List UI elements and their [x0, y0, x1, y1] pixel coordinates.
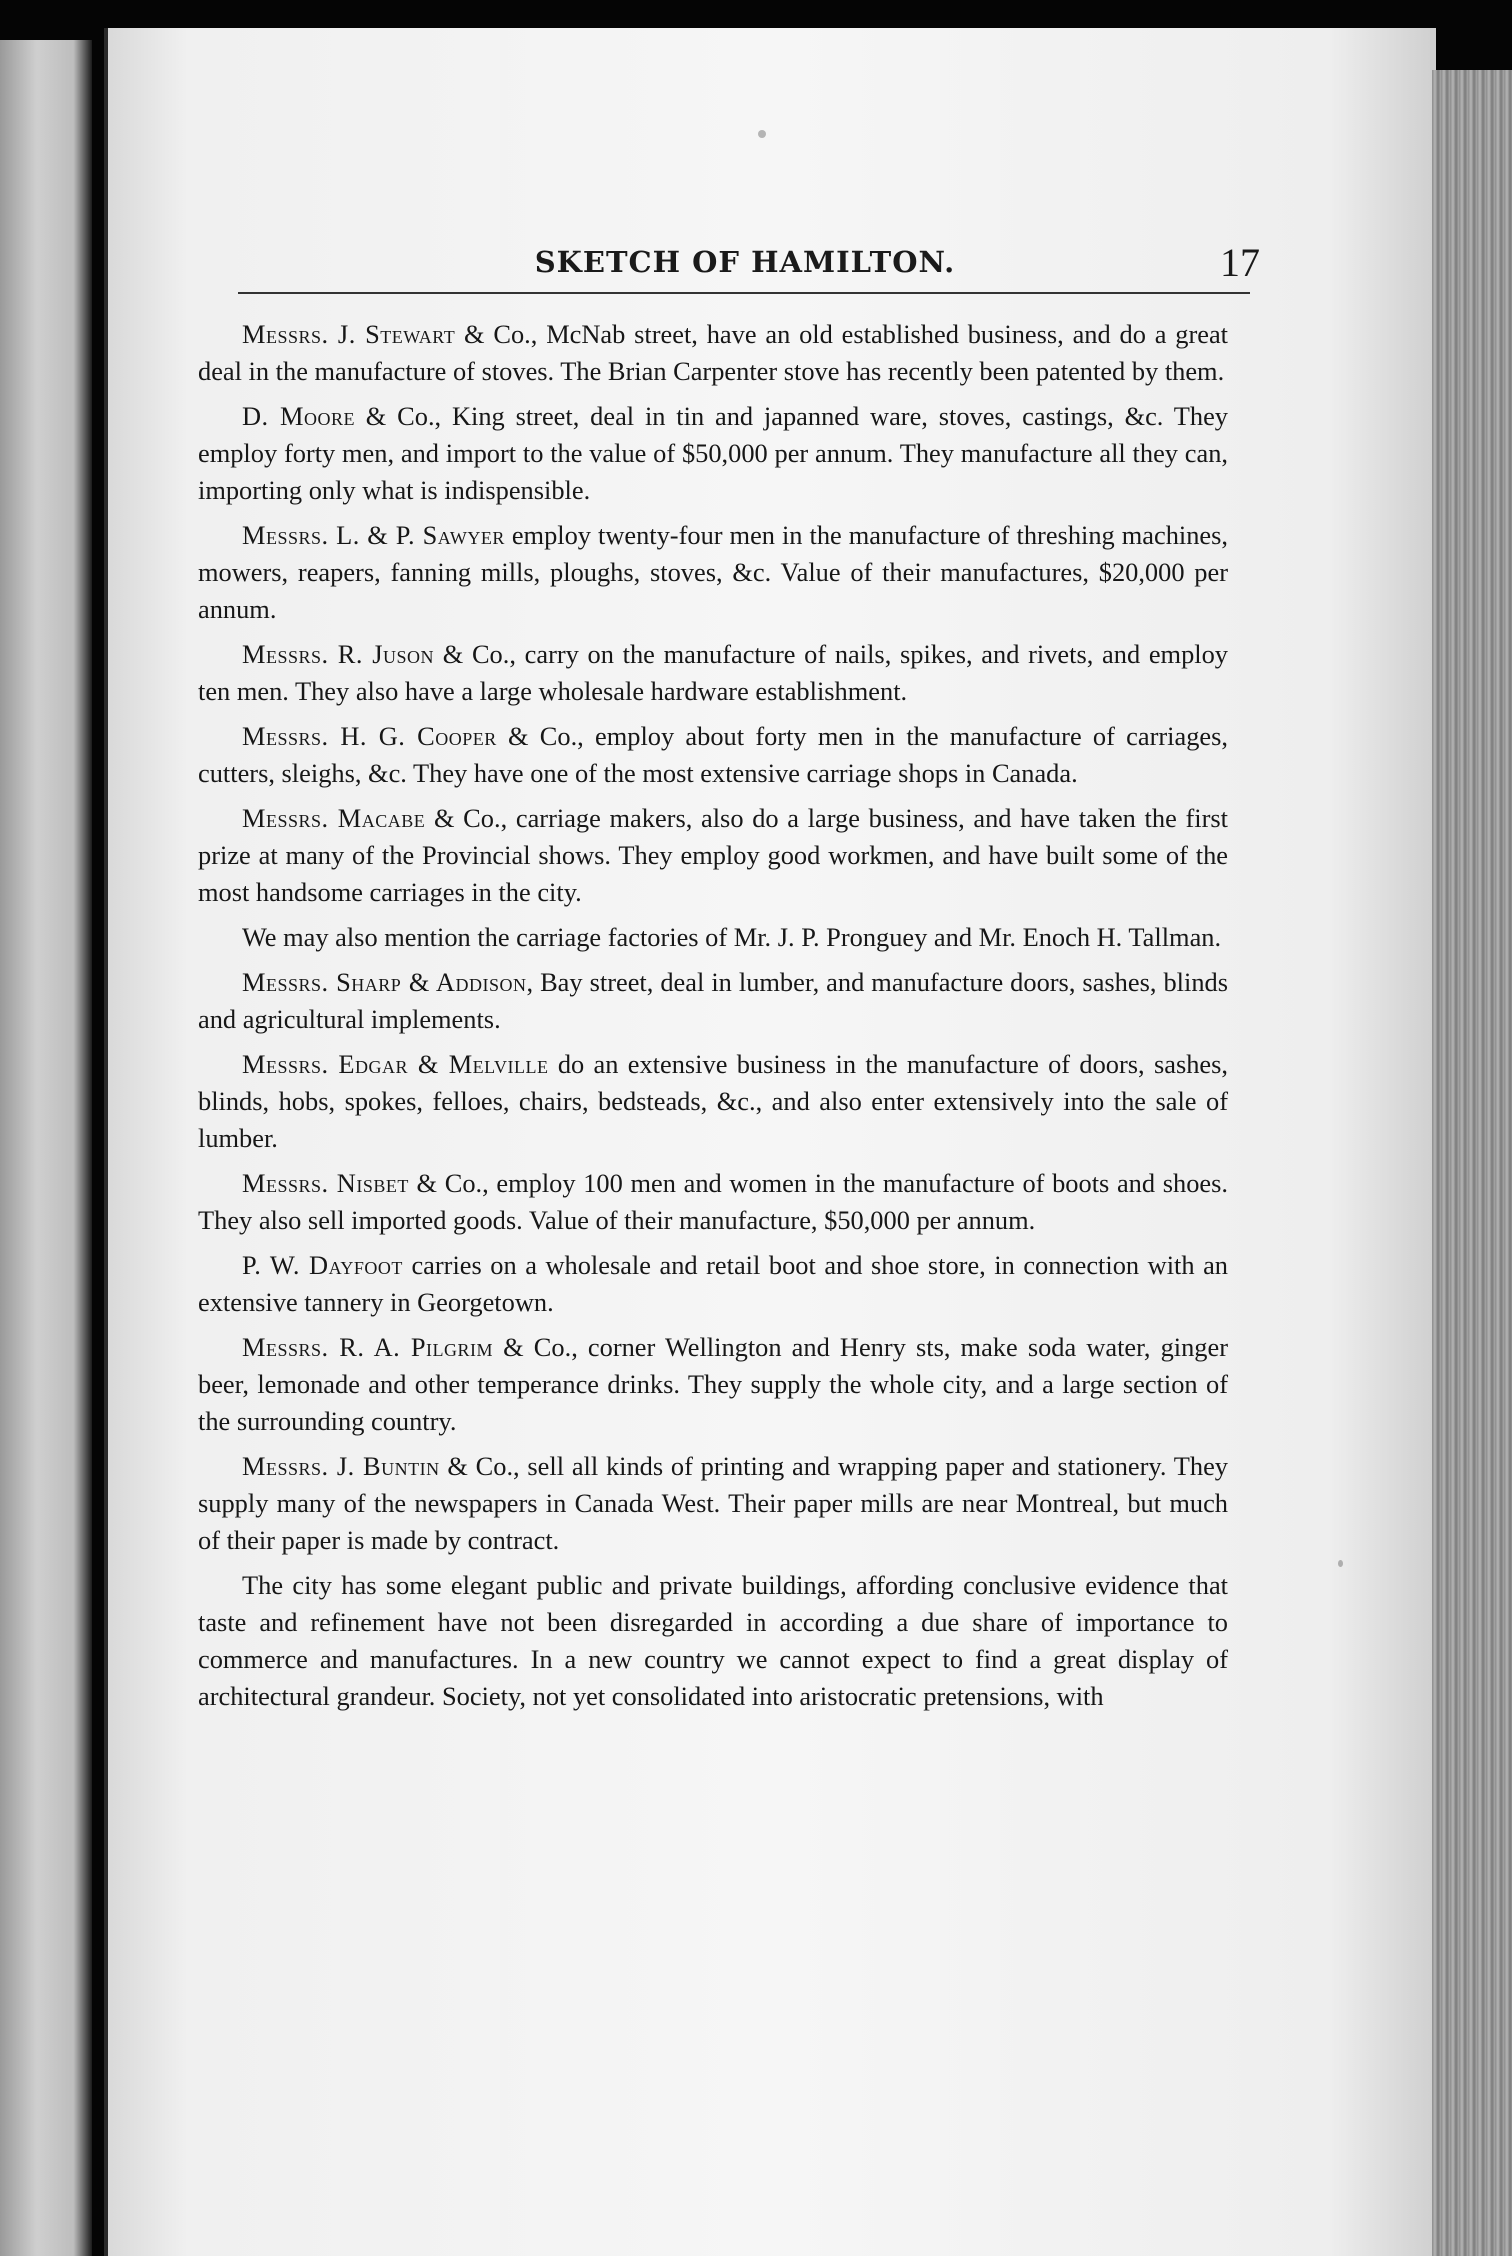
- page-stack-edge: [1432, 70, 1512, 2256]
- firm-name: P. W. Dayfoot: [242, 1250, 403, 1280]
- paragraph-text: The city has some elegant public and private buildings, affording conclusive evidence that taste and refinement have not been disregarded in according a due share of importance to commerce and manufactures. In a new country we cannot expect to find a great display of architectural grandeur. Society, not yet consolidated into aristocratic pretensions, with: [198, 1570, 1228, 1711]
- page-number: 17: [1220, 240, 1260, 285]
- firm-name: D. Moore: [242, 401, 355, 431]
- body-text: [198, 316, 1228, 1723]
- header-rule: [238, 292, 1250, 294]
- paragraph-text: do an extensive business in the manufacture of doors, sashes, blinds, hobs, spokes, felloes, chairs, bedsteads, &c., and also enter extensively into the sale of lumber.: [198, 1049, 1229, 1153]
- paragraph: [198, 1567, 1228, 1715]
- paragraph-text: & Co., McNab street, have an old established business, and do a great deal in the manufacture of stoves. The Brian Carpenter stove has recently been patented by them.: [198, 319, 1229, 386]
- paragraph-text: & Co., carriage makers, also do a large business, and have taken the first prize at many of the Provincial shows. They employ good workmen, and have built some of the most handsome carriages in the city.: [198, 803, 1228, 907]
- paragraph: [198, 517, 1228, 628]
- firm-name: Messrs. Macabe: [242, 803, 426, 833]
- paragraph: [198, 919, 1228, 956]
- ink-speck: [1338, 1560, 1343, 1567]
- paragraph: [198, 1046, 1228, 1157]
- firm-name: Messrs. H. G. Cooper: [242, 721, 497, 751]
- paragraph-text: & Co., King street, deal in tin and japanned ware, stoves, castings, &c. They employ forty men, and import to the value of $50,000 per annum. They manufacture all they can, importing only what is indispensible.: [198, 401, 1228, 505]
- paragraph: [198, 1329, 1228, 1440]
- page-header: [230, 240, 1260, 295]
- firm-name: Messrs. J. Buntin: [242, 1451, 440, 1481]
- firm-name: Messrs. Sharp & Addison: [242, 967, 527, 997]
- paragraph-text: & Co., carry on the manufacture of nails, spikes, and rivets, and employ ten men. They also have a large wholesale hardware establishment.: [198, 639, 1228, 706]
- paragraph-text: We may also mention the carriage factories of Mr. J. P. Pronguey and Mr. Enoch H. Tallman.: [242, 922, 1222, 952]
- paragraph: [198, 1165, 1228, 1239]
- paragraph: [198, 1448, 1228, 1559]
- left-page-edge: [0, 40, 92, 2256]
- paragraph: [198, 316, 1228, 390]
- running-head: SKETCH OF HAMILTON.: [534, 245, 956, 279]
- firm-name: Messrs. R. A. Pilgrim: [242, 1332, 494, 1362]
- paragraph-text: & Co., employ about forty men in the manufacture of carriages, cutters, sleighs, &c. They have one of the most extensive carriage shops in Canada.: [198, 721, 1228, 788]
- firm-name: Messrs. Edgar & Melville: [242, 1049, 549, 1079]
- paragraph: [198, 964, 1228, 1038]
- paragraph-text: & Co., employ 100 men and women in the manufacture of boots and shoes. They also sell imported goods. Value of their manufacture, $50,000 per annum.: [198, 1168, 1228, 1235]
- firm-name: Messrs. J. Stewart: [242, 319, 456, 349]
- paragraph: [198, 636, 1228, 710]
- paragraph-text: & Co., corner Wellington and Henry sts, make soda water, ginger beer, lemonade and other temperance drinks. They supply the whole city, and a large section of the surrounding country.: [198, 1332, 1228, 1436]
- firm-name: Messrs. R. Juson: [242, 639, 434, 669]
- paragraph-text: employ twenty-four men in the manufacture of threshing machines, mowers, reapers, fanning mills, ploughs, stoves, &c. Value of their manufactures, $20,000 per annum.: [198, 520, 1228, 624]
- paragraph-text: & Co., sell all kinds of printing and wrapping paper and stationery. They supply many of the newspapers in Canada West. Their paper mills are near Montreal, but much of their paper is made by contract.: [198, 1451, 1228, 1555]
- firm-name: Messrs. Nisbet: [242, 1168, 409, 1198]
- paragraph: [198, 398, 1228, 509]
- ink-speck: [758, 130, 766, 138]
- paragraph-text: carries on a wholesale and retail boot and shoe store, in connection with an extensive tannery in Georgetown.: [198, 1250, 1228, 1317]
- paragraph-text: , Bay street, deal in lumber, and manufacture doors, sashes, blinds and agricultural implements.: [198, 967, 1228, 1034]
- paragraph: [198, 1247, 1228, 1321]
- firm-name: Messrs. L. & P. Sawyer: [242, 520, 505, 550]
- paragraph: [198, 718, 1228, 792]
- paragraph: [198, 800, 1228, 911]
